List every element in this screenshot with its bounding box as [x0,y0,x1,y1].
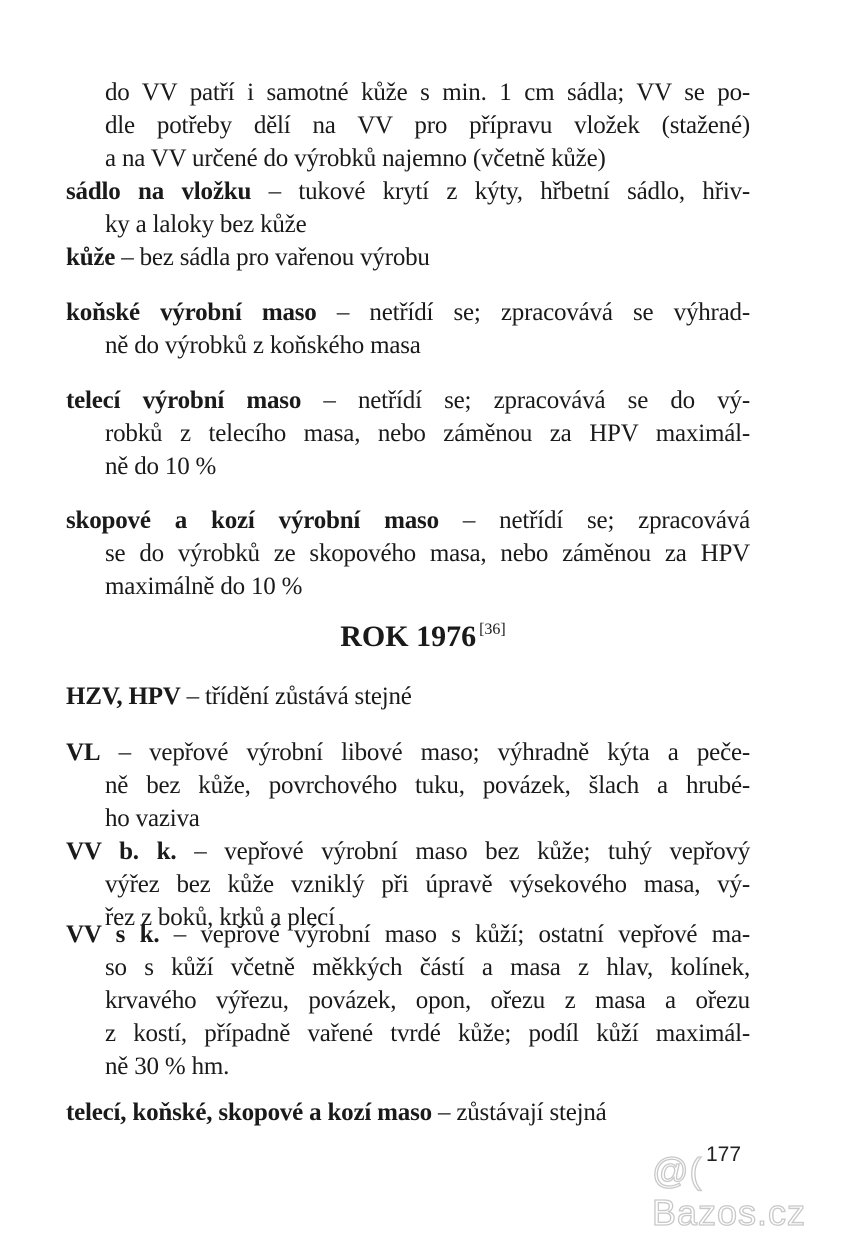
entry-term: sádlo na vložku [66,178,252,205]
entry-definition: – tukové krytí z kýty, hřbetní sádlo, hřiv- [251,178,750,205]
text-line: ho vaziva [105,805,200,832]
entry-definition: – vepřové výrobní maso bez kůže; tuhý vepřový [176,838,750,865]
entry-term: kůže [66,244,116,271]
entry-term: VV s k. [66,921,160,948]
text-line: robků z telecího masa, nebo záměnou za HPV maximál- [105,420,750,447]
page-number: 177 [706,1143,742,1166]
entry-hzv-hpv [66,680,750,713]
text-line: so s kůží včetně měkkých částí a masa z hlav, kolínek, [105,954,750,981]
entry-vv-bk [66,835,750,868]
text-line: a na VV určené do výrobků najemno (včetně kůže) [105,145,606,172]
text-line: ně 30 % hm. [105,1053,230,1080]
text-line: do VV patří i samotné kůže s min. 1 cm sádla; VV se po- [105,79,750,106]
entry-teleci-konske-skopove-kozi-maso [66,1096,750,1129]
entry-definition: – vepřové výrobní maso s kůží; ostatní vepřové ma- [159,921,751,948]
text-line: ně do výrobků z koňského masa [105,332,421,359]
text-line: dle potřeby dělí na VV pro přípravu vložek (stažené) [105,112,750,139]
entry-kuze [66,241,750,274]
text-line: maximálně do 10 % [105,573,303,600]
entry-term: koňské výrobní maso [66,299,317,326]
entry-term: telecí, koňské, skopové a kozí maso [66,1099,432,1126]
entry-vl [66,736,750,769]
watermark: @( Bazos.cz [652,1150,807,1233]
entry-definition: – netřídí se; zpracovává se do vý- [301,387,750,414]
entry-konske-vyrobni-maso [66,296,750,329]
text-line: řez z boků, krků a plecí [105,904,335,931]
entry-term: skopové a kozí výrobní maso [66,507,439,534]
entry-definition: – netřídí se; zpracovává [438,507,750,534]
entry-definition: – bez sádla pro vařenou výrobu [115,244,430,271]
entry-teleci-vyrobni-maso [66,384,750,417]
entry-term: VL [66,739,101,766]
text-line: ky a laloky bez kůže [105,211,307,238]
entry-term: HZV, HPV [66,683,181,710]
entry-term: VV b. k. [66,838,177,865]
heading-title: ROK 1976 [340,620,477,653]
entry-definition: – netřídí se; zpracovává se výhrad- [316,299,750,326]
entry-definition: – vepřové výrobní libové maso; výhradně kýta a peče- [100,739,750,766]
text-line: krvavého výřezu, povázek, opon, ořezu z masa a ořezu [105,987,750,1014]
section-heading [0,610,846,657]
text-line: ně do 10 % [105,453,217,480]
text-line: výřez bez kůže vzniklý při úpravě výsekového masa, vý- [105,871,750,898]
citation-reference: [36] [479,621,506,638]
entry-sadlo-na-vlozku [66,175,750,208]
text-line: ně bez kůže, povrchového tuku, povázek, šlach a hrubé- [105,772,750,799]
entry-skopove-kozi-vyrobni-maso [66,504,750,537]
entry-definition: – zůstávají stejná [431,1099,607,1126]
text-line: z kostí, případně vařené tvrdé kůže; podíl kůží maximál- [105,1020,750,1047]
entry-definition: – třídění zůstává stejné [180,683,412,710]
text-line: se do výrobků ze skopového masa, nebo záměnou za HPV [105,540,750,567]
entry-vv-sk [66,918,750,951]
entry-term: telecí výrobní maso [66,387,302,414]
